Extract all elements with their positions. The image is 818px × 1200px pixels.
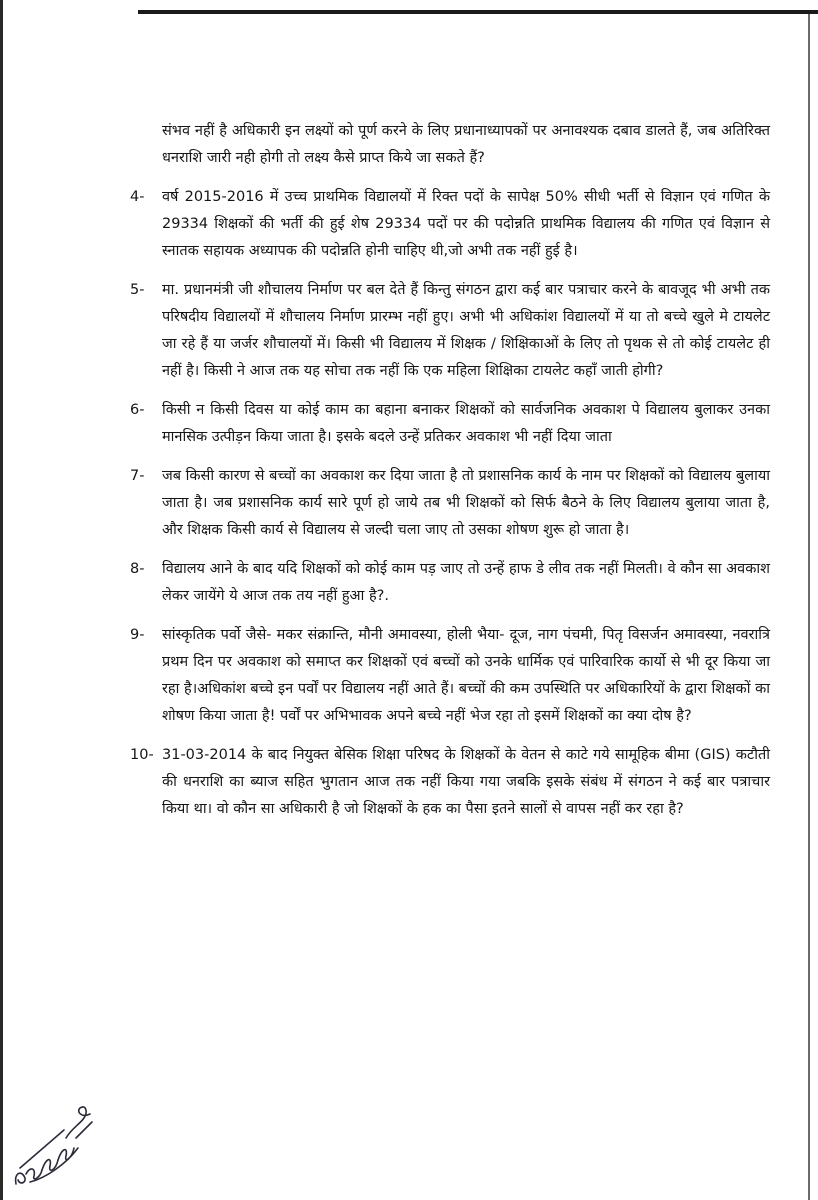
document-body <box>130 118 770 835</box>
list-item-number: 9- <box>130 627 145 643</box>
list-item-7 <box>130 463 770 544</box>
right-border-line <box>808 14 810 1200</box>
left-border-line <box>0 0 3 1200</box>
list-item-text: सांस्कृतिक पर्वो जैसे- मकर संक्रान्ति, मौनी अमावस्या, होली भैया- दूज, नाग पंचमी, पितृ विसर्जन अमावस्या, नवरात्रि प्रथम दिन पर अवकाश को समाप्त कर शिक्षकों एवं बच्चों को उनके धार्मिक एवं पारिवारिक कार्यो से भी दूर किया जा रहा है।अधिकांश बच्चे इन पर्वों पर विद्यालय नहीं आते हैं। बच्चों की कम उपस्थिति पर अधिकारियों के द्वारा शिक्षकों का शोषण किया जाता है! पर्वों पर अभिभावक अपने बच्चे नहीं भेज रहा तो इसमें शिक्षकों का क्या दोष है? <box>162 627 770 724</box>
list-item-number: 4- <box>130 189 145 205</box>
list-item-number: 5- <box>130 282 145 298</box>
list-item-5 <box>130 277 770 385</box>
list-item-number: 8- <box>130 561 145 577</box>
list-item-text: मा. प्रधानमंत्री जी शौचालय निर्माण पर बल देते हैं किन्तु संगठन द्वारा कई बार पत्राचार करने के बावजूद भी अभी तक परिषदीय विद्यालयों में शौचालय निर्माण प्रारम्भ नहीं हुए। अभी भी अधिकांश विद्यालयों में या तो बच्चे खुले मे टायलेट जा रहे हैं या जर्जर शौचालयों में। किसी भी विद्यालय में शिक्षक / शिक्षिकाओं के लिए तो पृथक से तो कोई टायलेट ही नहीं है। किसी ने आज तक यह सोचा तक नहीं कि एक महिला शिक्षिका टायलेट कहाँ जाती होगी? <box>162 282 770 379</box>
top-border-line <box>138 10 818 14</box>
list-item-4 <box>130 184 770 265</box>
list-item-10 <box>130 742 770 823</box>
list-item-9 <box>130 622 770 730</box>
list-item-text: वर्ष 2015-2016 में उच्च प्राथमिक विद्यालयों में रिक्त पदों के सापेक्ष 50% सीधी भर्ती से विज्ञान एवं गणित के 29334 शिक्षकों की भर्ती की हुई शेष 29334 पदों पर की पदोन्नति प्राथमिक विद्यालय की गणित एवं विज्ञान से स्नातक सहायक अध्यापक की पदोन्नति होनी चाहिए थी,जो अभी तक नहीं हुई है। <box>162 189 770 259</box>
list-item-text: 31-03-2014 के बाद नियुक्त बेसिक शिक्षा परिषद के शिक्षकों के वेतन से काटे गये सामूहिक बीमा (GIS) कटौती की धनराशि का ब्याज सहित भुगतान आज तक नहीं किया गया जबकि इसके संबंध में संगठन ने कई बार पत्राचार किया था। वो कौन सा अधिकारी है जो शिक्षकों के हक का पैसा इतने सालों से वापस नहीं कर रहा है? <box>162 747 770 817</box>
list-item-6 <box>130 397 770 451</box>
list-item-number: 10- <box>130 747 154 763</box>
list-item-text: विद्यालय आने के बाद यदि शिक्षकों को कोई काम पड़ जाए तो उन्हें हाफ डे लीव तक नहीं मिलती। वे कौन सा अवकाश लेकर जायेंगे ये आज तक तय नहीं हुआ है?. <box>162 561 770 604</box>
list-item-number: 7- <box>130 468 145 484</box>
handwritten-signature <box>6 1078 106 1188</box>
list-item-text: किसी न किसी दिवस या कोई काम का बहाना बनाकर शिक्षकों को सार्वजनिक अवकाश पे विद्यालय बुलाकर उनका मानसिक उत्पीड़न किया जाता है। इसके बदले उन्हें प्रतिकर अवकाश भी नहीं दिया जाता <box>162 402 770 445</box>
intro-paragraph: संभव नहीं है अधिकारी इन लक्ष्यों को पूर्ण करने के लिए प्रधानाध्यापकों पर अनावश्यक दबाव डालते हैं, जब अतिरिक्त धनराशि जारी नही होगी तो लक्ष्य कैसे प्राप्त किये जा सकते हैं? <box>162 123 770 166</box>
list-item-number: 6- <box>130 402 145 418</box>
list-item-text: जब किसी कारण से बच्चों का अवकाश कर दिया जाता है तो प्रशासनिक कार्य के नाम पर शिक्षकों को विद्यालय बुलाया जाता है। जब प्रशासनिक कार्य सारे पूर्ण हो जाये तब भी शिक्षकों को सिर्फ बैठने के लिए विद्यालय बुलाया जाता है, और शिक्षक किसी कार्य से विद्यालय से जल्दी चला जाए तो उसका शोषण शुरू हो जाता है। <box>162 468 770 538</box>
list-item-8 <box>130 556 770 610</box>
